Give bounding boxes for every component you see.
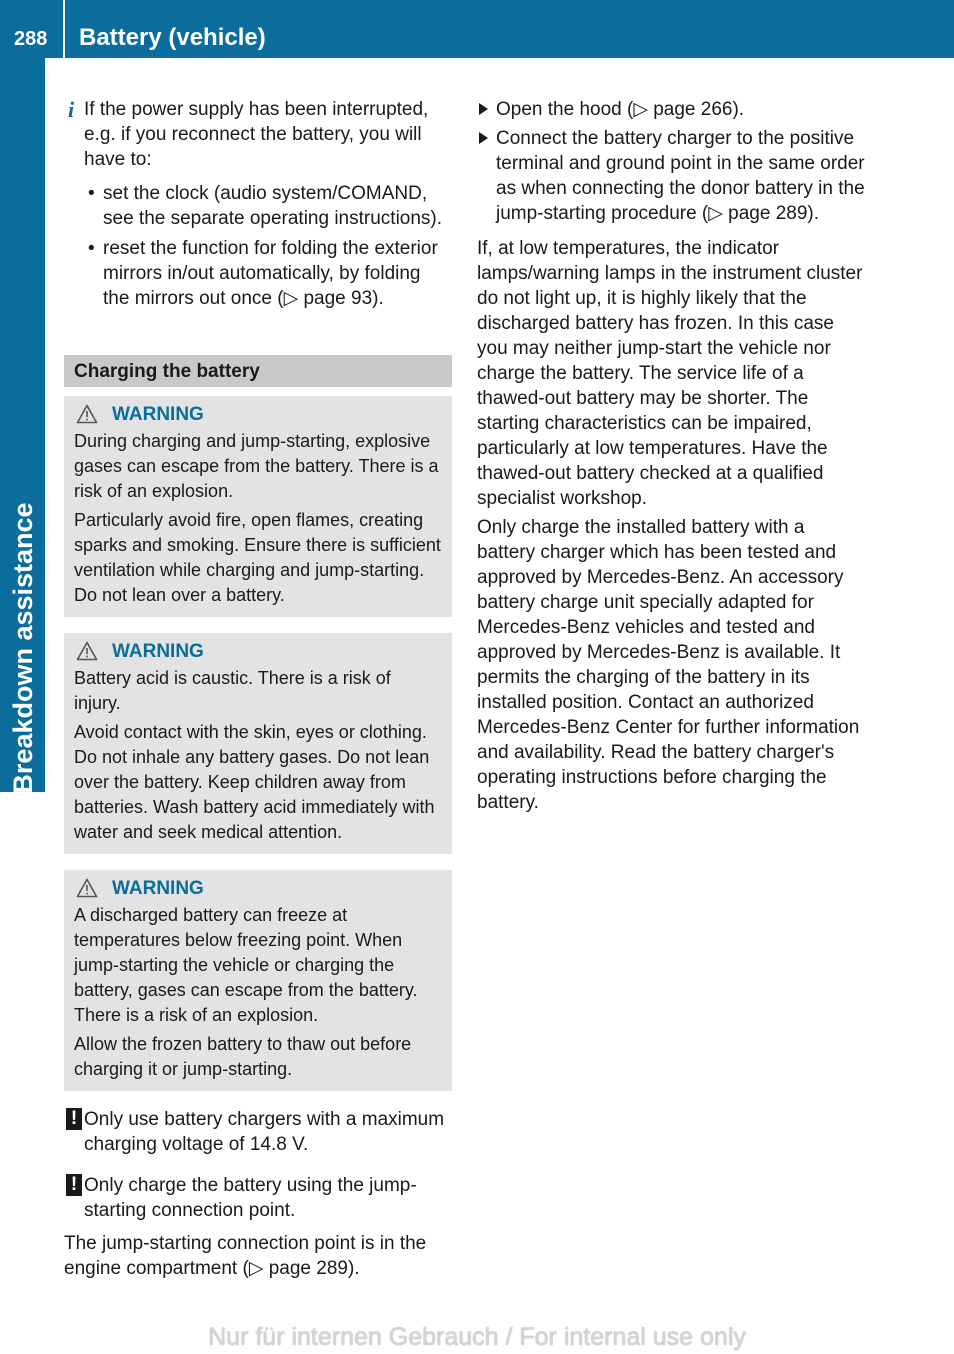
warning-title: WARNING xyxy=(112,640,204,662)
warning-text: Avoid contact with the skin, eyes or clothing. Do not inhale any battery gases. Do not lean over the battery. Keep children away from batteries. Wash battery acid immediately with water and seek medical attention. xyxy=(74,722,435,842)
body-paragraph: The jump-starting connection point is in the engine compartment (▷ page 289). xyxy=(64,1233,427,1279)
step-arrow-icon xyxy=(479,103,488,115)
chapter-side-tab xyxy=(0,58,45,792)
info-note xyxy=(64,97,452,311)
watermark-footer: Nur für internen Gebrauch / For internal use only xyxy=(208,1323,746,1351)
warning-text: During charging and jump-starting, explosive gases can escape from the battery. There is a risk of an explosion. xyxy=(74,431,439,501)
warning-triangle-icon xyxy=(76,641,98,661)
caution-text: Only charge the battery using the jump-starting connection point. xyxy=(84,1175,417,1221)
info-note-list xyxy=(84,181,452,311)
warning-header xyxy=(74,637,442,665)
page-header xyxy=(0,0,954,58)
list-item: • set the clock (audio system/COMAND, see the separate operating instructions). xyxy=(84,181,452,231)
step-text: Open the hood (▷ page 266). xyxy=(496,99,745,120)
info-icon: i xyxy=(68,97,75,122)
instruction-step xyxy=(477,126,867,226)
caution-note xyxy=(64,1107,452,1157)
left-column xyxy=(64,97,452,1281)
list-item: • reset the function for folding the exterior mirrors in/out automatically, by folding the mirrors out once (▷ page 93). xyxy=(84,236,452,311)
warning-header xyxy=(74,400,442,428)
warning-triangle-icon xyxy=(76,878,98,898)
instruction-step xyxy=(477,97,867,122)
chapter-label: Breakdown assistance xyxy=(7,502,38,794)
exclamation-icon: ! xyxy=(66,1174,82,1196)
warning-box xyxy=(64,870,452,1091)
exclamation-icon: ! xyxy=(66,1108,82,1130)
warning-text: Allow the frozen battery to thaw out before charging it or jump-starting. xyxy=(74,1034,412,1079)
body-paragraph: Only charge the installed battery with a battery charger which has been tested and approved by Mercedes-Benz. An accessory battery charge unit specially adapted for Mercedes-Benz vehicles and tested and approved by Mercedes-Benz is available. It permits the charging of the battery in its installed position. Contact an authorized Mercedes-Benz Center for further information and availability. Read the battery charger's operating instructions before charging the battery. xyxy=(477,517,860,813)
header-divider xyxy=(63,0,65,58)
right-column xyxy=(477,97,867,819)
body-paragraph: If, at low temperatures, the indicator lamps/warning lamps in the instrument cluster do not light up, it is highly likely that the discharged battery has frozen. In this case you may neither jump-start the vehicle nor charge the battery. The service life of a thawed-out battery may be shorter. The starting characteristics can be impaired, particularly at low temperatures. Have the thawed-out battery checked at a qualified specialist workshop. xyxy=(477,238,863,509)
warning-title: WARNING xyxy=(112,403,204,425)
step-text: Connect the battery charger to the positive terminal and ground point in the same order as when connecting the donor battery in the jump-starting procedure (▷ page 289). xyxy=(496,128,865,224)
info-note-text: If the power supply has been interrupted, e.g. if you reconnect the battery, you will have to: xyxy=(84,99,429,170)
caution-text: Only use battery chargers with a maximum charging voltage of 14.8 V. xyxy=(84,1109,445,1155)
section-heading: Charging the battery xyxy=(64,355,452,387)
step-arrow-icon xyxy=(479,132,488,144)
page-number: 288 xyxy=(14,28,48,50)
warning-text: Battery acid is caustic. There is a risk of injury. xyxy=(74,668,391,713)
warning-box xyxy=(64,633,452,854)
warning-header xyxy=(74,874,442,902)
warning-box xyxy=(64,396,452,617)
warning-text: A discharged battery can freeze at temperatures below freezing point. When jump-starting the vehicle or charging the battery, gases can escape from the battery. There is a risk of an explosion. xyxy=(74,905,418,1025)
warning-title: WARNING xyxy=(112,877,204,899)
caution-note xyxy=(64,1173,452,1223)
warning-text: Particularly avoid fire, open flames, creating sparks and smoking. Ensure there is sufficient ventilation while charging and jump-starting. Do not lean over a battery. xyxy=(74,510,441,605)
page-title: Battery (vehicle) xyxy=(79,24,266,51)
warning-triangle-icon xyxy=(76,404,98,424)
